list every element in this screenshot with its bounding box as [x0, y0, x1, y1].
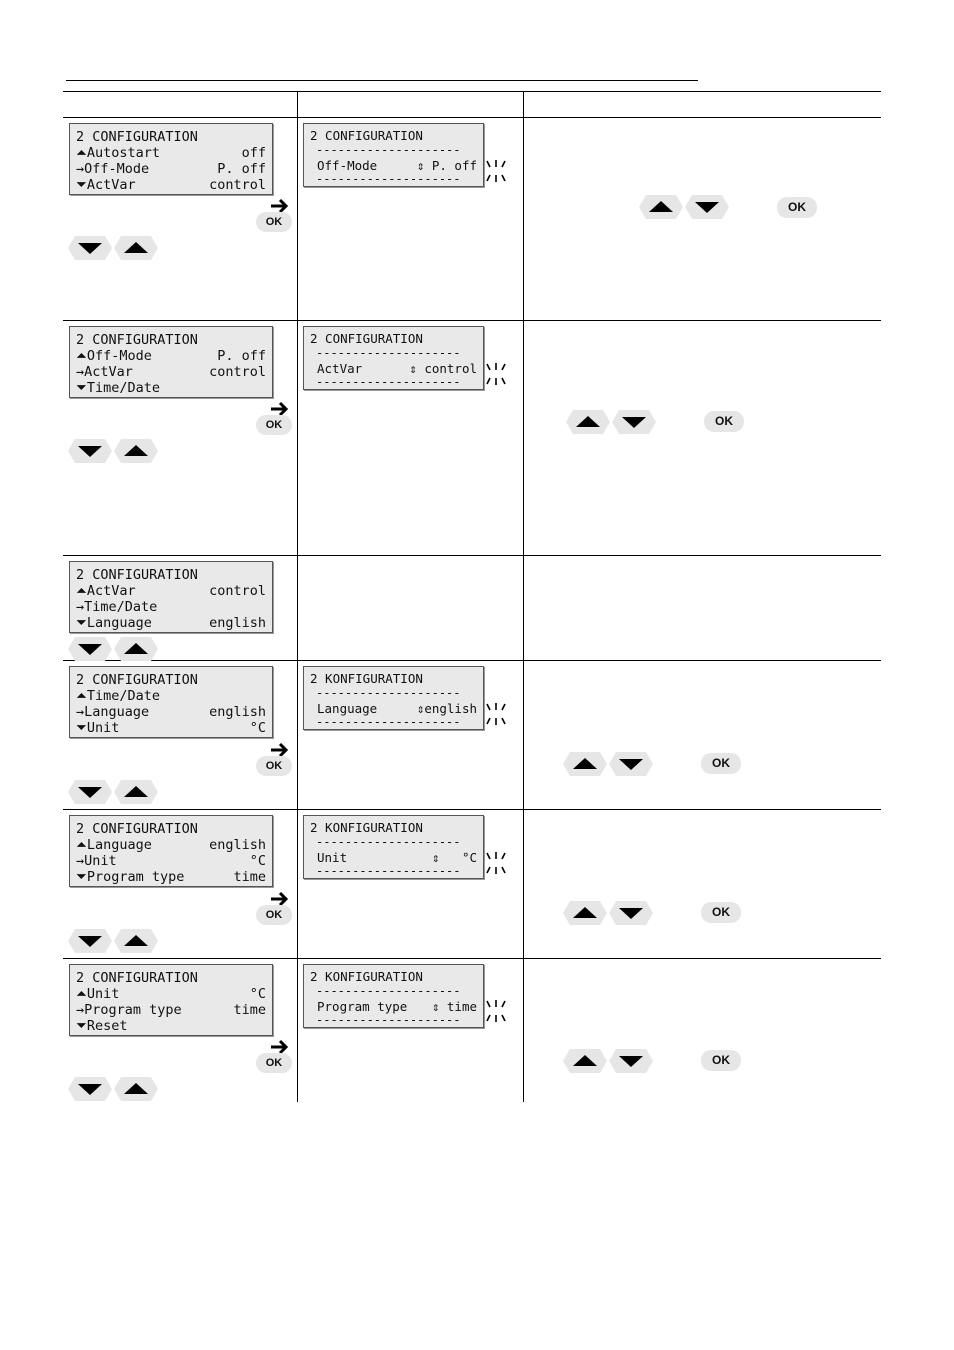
- select-arrow-icon: →: [76, 364, 85, 380]
- separator: --------------------: [316, 838, 461, 846]
- up-marker-icon: ⏶: [76, 583, 87, 599]
- menu-item: Reset: [86, 1018, 128, 1034]
- ok-confirm-group[interactable]: [256, 400, 296, 436]
- menu-value: control: [209, 583, 266, 599]
- edit-label: Unit: [317, 850, 348, 865]
- top-rule: [66, 80, 698, 81]
- edit-display: [303, 666, 484, 730]
- ok-button[interactable]: [701, 902, 741, 923]
- menu-value: time: [233, 869, 266, 885]
- up-down-buttons[interactable]: [563, 1049, 655, 1073]
- down-up-buttons[interactable]: [68, 929, 160, 953]
- table-header-top: [63, 91, 881, 92]
- down-up-buttons[interactable]: [68, 637, 160, 661]
- edit-display: [303, 123, 484, 187]
- menu-value: time: [233, 1002, 266, 1018]
- menu-item: Language: [84, 704, 150, 720]
- menu-value: control: [209, 177, 266, 193]
- menu-title: 2 CONFIGURATION: [76, 332, 198, 348]
- table-header-bottom: [63, 117, 881, 118]
- up-down-buttons[interactable]: [566, 410, 658, 434]
- ok-label: OK: [265, 1057, 283, 1069]
- menu-item: Language: [86, 615, 152, 631]
- menu-item: Program type: [84, 1002, 182, 1018]
- menu-item: ActVar: [86, 177, 136, 193]
- ok-button[interactable]: [777, 197, 817, 218]
- edit-label: ActVar: [317, 361, 363, 376]
- ok-confirm-group[interactable]: [256, 197, 296, 233]
- row-divider: [63, 660, 881, 661]
- up-marker-icon: ⏶: [76, 688, 87, 704]
- ok-button[interactable]: [256, 905, 292, 925]
- up-marker-icon: ⏶: [76, 145, 87, 161]
- menu-value: off: [241, 145, 266, 161]
- separator: --------------------: [316, 1016, 461, 1024]
- edit-value: english: [424, 701, 477, 716]
- edit-value: time: [446, 999, 477, 1014]
- edit-title: 2 CONFIGURATION: [310, 128, 423, 143]
- ok-label: OK: [712, 1053, 730, 1067]
- separator: --------------------: [316, 378, 461, 386]
- separator: --------------------: [316, 146, 461, 154]
- up-marker-icon: ⏶: [76, 837, 87, 853]
- menu-value: control: [209, 364, 266, 380]
- blink-icon: [483, 998, 509, 1024]
- separator: --------------------: [316, 349, 461, 357]
- up-marker-icon: ⏶: [76, 348, 87, 364]
- menu-value: english: [209, 704, 266, 720]
- menu-item: Time/Date: [84, 599, 158, 615]
- ok-confirm-group[interactable]: [256, 1038, 296, 1074]
- edit-label: Program type: [317, 999, 408, 1014]
- up-marker-icon: ⏶: [76, 986, 87, 1002]
- down-up-buttons[interactable]: [68, 439, 160, 463]
- ok-button[interactable]: [256, 756, 292, 776]
- menu-title: 2 CONFIGURATION: [76, 970, 198, 986]
- menu-display: [69, 666, 273, 738]
- updown-icon: ⇕: [431, 850, 462, 865]
- edit-value: control: [424, 361, 477, 376]
- menu-item: Off-Mode: [84, 161, 150, 177]
- separator: --------------------: [316, 689, 461, 697]
- ok-button[interactable]: [701, 753, 741, 774]
- menu-title: 2 CONFIGURATION: [76, 129, 198, 145]
- edit-title: 2 KONFIGURATION: [310, 820, 423, 835]
- select-arrow-icon: →: [76, 853, 85, 869]
- blink-icon: [483, 850, 509, 876]
- menu-value: P. off: [217, 161, 266, 177]
- edit-label: Language: [317, 701, 378, 716]
- menu-value: P. off: [217, 348, 266, 364]
- row-divider: [63, 958, 881, 959]
- menu-display: [69, 123, 273, 195]
- menu-title: 2 CONFIGURATION: [76, 567, 198, 583]
- menu-display: [69, 815, 273, 887]
- separator: --------------------: [316, 718, 461, 726]
- ok-button[interactable]: [701, 1050, 741, 1071]
- select-arrow-icon: →: [76, 599, 85, 615]
- ok-confirm-group[interactable]: [256, 741, 296, 777]
- menu-value: °C: [249, 720, 266, 736]
- ok-button[interactable]: [256, 212, 292, 232]
- menu-title: 2 CONFIGURATION: [76, 821, 198, 837]
- edit-label: Off-Mode: [317, 158, 378, 173]
- down-marker-icon: ⏷: [76, 869, 87, 885]
- select-arrow-icon: →: [76, 704, 85, 720]
- menu-display: [69, 964, 273, 1036]
- updown-icon: ⇕: [416, 158, 432, 173]
- menu-item: Time/Date: [86, 380, 160, 396]
- ok-label: OK: [715, 414, 733, 428]
- up-down-buttons[interactable]: [563, 752, 655, 776]
- menu-value: °C: [249, 986, 266, 1002]
- updown-icon: ⇕: [409, 361, 425, 376]
- column-divider: [523, 91, 524, 1102]
- down-marker-icon: ⏷: [76, 380, 87, 396]
- column-divider: [297, 91, 298, 1102]
- separator: --------------------: [316, 987, 461, 995]
- menu-title: 2 CONFIGURATION: [76, 672, 198, 688]
- ok-button[interactable]: [256, 415, 292, 435]
- updown-icon: ⇕: [431, 999, 447, 1014]
- row-divider: [63, 809, 881, 810]
- edit-value: P. off: [431, 158, 477, 173]
- ok-label: OK: [265, 216, 283, 228]
- menu-item: Off-Mode: [86, 348, 152, 364]
- select-arrow-icon: →: [76, 161, 85, 177]
- ok-label: OK: [712, 756, 730, 770]
- edit-value: °C: [461, 850, 477, 865]
- blink-icon: [483, 361, 509, 387]
- menu-item: ActVar: [84, 364, 133, 380]
- ok-label: OK: [265, 419, 283, 431]
- menu-value: °C: [249, 853, 266, 869]
- blink-icon: [483, 701, 509, 727]
- ok-button[interactable]: [704, 411, 744, 432]
- ok-label: OK: [265, 909, 283, 921]
- menu-item: Unit: [86, 720, 120, 736]
- down-up-buttons[interactable]: [68, 236, 160, 260]
- separator: --------------------: [316, 175, 461, 183]
- updown-icon: ⇕: [416, 701, 425, 716]
- menu-item: ActVar: [86, 583, 136, 599]
- edit-display: [303, 964, 484, 1028]
- menu-value: english: [209, 837, 266, 853]
- edit-display: [303, 815, 484, 879]
- ok-label: OK: [712, 905, 730, 919]
- up-down-buttons[interactable]: [563, 901, 655, 925]
- down-up-buttons[interactable]: [68, 1077, 160, 1101]
- ok-label: OK: [265, 760, 283, 772]
- select-arrow-icon: →: [76, 1002, 85, 1018]
- edit-title: 2 KONFIGURATION: [310, 969, 423, 984]
- edit-display: [303, 326, 484, 390]
- down-marker-icon: ⏷: [76, 1018, 87, 1034]
- ok-label: OK: [788, 200, 806, 214]
- ok-confirm-group[interactable]: [256, 890, 296, 926]
- up-down-buttons[interactable]: [639, 195, 731, 219]
- menu-item: Unit: [84, 853, 117, 869]
- row-divider: [63, 320, 881, 321]
- menu-display: [69, 326, 273, 398]
- menu-item: Autostart: [86, 145, 160, 161]
- menu-item: Unit: [86, 986, 120, 1002]
- row-divider: [63, 555, 881, 556]
- down-marker-icon: ⏷: [76, 615, 87, 631]
- ok-button[interactable]: [256, 1053, 292, 1073]
- blink-icon: [483, 158, 509, 184]
- edit-title: 2 CONFIGURATION: [310, 331, 423, 346]
- menu-display: [69, 561, 273, 633]
- edit-title: 2 KONFIGURATION: [310, 671, 423, 686]
- separator: --------------------: [316, 867, 461, 875]
- down-marker-icon: ⏷: [76, 177, 87, 193]
- menu-item: Time/Date: [86, 688, 160, 704]
- menu-item: Language: [86, 837, 152, 853]
- menu-item: Program type: [86, 869, 185, 885]
- menu-value: english: [209, 615, 266, 631]
- down-marker-icon: ⏷: [76, 720, 87, 736]
- down-up-buttons[interactable]: [68, 780, 160, 804]
